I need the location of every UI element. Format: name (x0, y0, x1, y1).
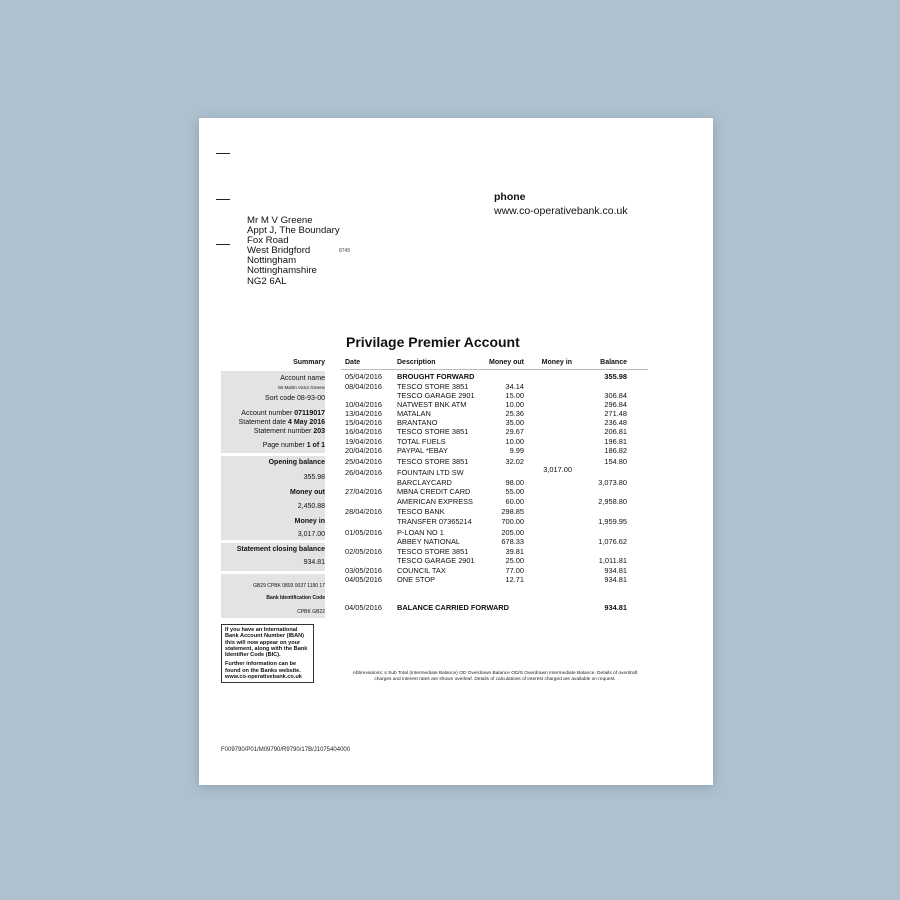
col-header-money-out: Money out (489, 359, 524, 366)
row-money-in: 3,017.00 (543, 465, 572, 474)
row-money-out: 32.02 (505, 457, 524, 466)
fold-mark (216, 199, 230, 200)
row-money-out: 39.81 (505, 547, 524, 556)
row-description: AMERICAN EXPRESS (397, 497, 473, 506)
row-balance: 236.48 (604, 418, 627, 427)
account-name-label: Account name (280, 375, 325, 382)
row-money-out: 12.71 (505, 575, 524, 584)
row-description: BARCLAYCARD (397, 478, 452, 487)
row-balance: 934.81 (604, 566, 627, 575)
iban-notice-text: If you have an International Bank Account Number (IBAN) this will now appear on your statement, along with the Bank Identifier Code (BIC). (225, 627, 308, 659)
row-balance: 1,011.81 (598, 556, 627, 565)
row-money-out: 98.00 (505, 478, 524, 487)
row-date: 03/05/2016 (345, 566, 382, 575)
row-money-out: 678.33 (501, 537, 524, 546)
row-description: MBNA CREDIT CARD (397, 487, 471, 496)
summary-account-details (221, 371, 325, 453)
bic-value: CPBK GB22 (297, 609, 325, 615)
row-balance: 3,073.80 (598, 478, 627, 487)
opening-balance-label: Opening balance (268, 459, 325, 466)
row-money-out: 35.00 (505, 418, 524, 427)
row-date: 05/04/2016 (345, 372, 382, 381)
address-line: West Bridgford (247, 245, 311, 257)
row-description: TESCO GARAGE 2901 (397, 391, 475, 400)
col-header-description: Description (397, 359, 436, 366)
row-date: 01/05/2016 (345, 528, 382, 537)
row-date: 20/04/2016 (345, 446, 382, 455)
closing-balance-value: 934.81 (303, 559, 325, 566)
row-date: 15/04/2016 (345, 418, 382, 427)
col-header-money-in: Money in (541, 359, 572, 366)
row-description: PAYPAL *EBAY (397, 446, 448, 455)
row-balance: 154.80 (604, 457, 627, 466)
row-description: BRANTANO (397, 418, 438, 427)
opening-balance-value: 355.98 (303, 474, 325, 481)
row-balance: 1,076.62 (598, 537, 627, 546)
phone-label: phone (494, 191, 526, 203)
bank-website[interactable]: www.co-operativebank.co.uk (494, 205, 628, 217)
address-line: Nottingham (247, 255, 297, 267)
row-date: 28/04/2016 (345, 507, 382, 516)
row-money-out: 77.00 (505, 566, 524, 575)
row-date: 13/04/2016 (345, 409, 382, 418)
address-line: Fox Road (247, 235, 289, 247)
account-title: Privilage Premier Account (346, 334, 520, 350)
row-money-out: 15.00 (505, 391, 524, 400)
fold-mark (216, 244, 230, 245)
row-money-out: 34.14 (505, 382, 524, 391)
row-description: COUNCIL TAX (397, 566, 446, 575)
row-money-out: 298.85 (501, 507, 524, 516)
row-description: NATWEST BNK ATM (397, 400, 467, 409)
recipient-address (247, 216, 340, 287)
row-description: TESCO STORE 3851 (397, 547, 469, 556)
money-out-label: Money out (290, 489, 325, 496)
row-balance: 296.84 (604, 400, 627, 409)
row-date: 26/04/2016 (345, 468, 382, 477)
address-code: 8745 (339, 248, 351, 254)
statement-number: Statement number 203 (253, 428, 325, 435)
row-description: FOUNTAIN LTD SW (397, 468, 464, 477)
closing-balance-label: Statement closing balance (236, 546, 325, 553)
bic-label: Bank Identification Code (266, 595, 325, 601)
summary-balances (221, 456, 325, 540)
header-divider (341, 369, 648, 370)
summary-heading: Summary (293, 359, 325, 366)
address-line: NG2 6AL (247, 275, 287, 287)
row-date: 25/04/2016 (345, 457, 382, 466)
money-out-value: 2,450.88 (297, 503, 325, 510)
summary-iban (221, 574, 325, 618)
row-date: 16/04/2016 (345, 427, 382, 436)
row-balance: 934.81 (604, 603, 627, 612)
row-description: TRANSFER 07365214 (397, 517, 472, 526)
sort-code: Sort code 08-93-00 (265, 395, 325, 402)
row-description: TESCO STORE 3851 (397, 457, 469, 466)
row-description: P-LOAN NO 1 (397, 528, 444, 537)
row-date: 19/04/2016 (345, 437, 382, 446)
row-description: TESCO BANK (397, 507, 445, 516)
footer-reference: F009790/P01/M09790/R9790/17B/J1075404000 (221, 747, 351, 753)
account-number: Account number 07119017 (241, 410, 325, 417)
row-money-out: 10.00 (505, 400, 524, 409)
row-date: 02/05/2016 (345, 547, 382, 556)
row-description: ONE STOP (397, 575, 436, 584)
row-balance: 1,959.95 (598, 517, 627, 526)
row-date: 27/04/2016 (345, 487, 382, 496)
row-date: 10/04/2016 (345, 400, 382, 409)
address-line: Mr M V Greene (247, 215, 313, 226)
statement-page (199, 118, 713, 785)
row-money-out: 25.00 (505, 556, 524, 565)
row-description: ABBEY NATIONAL (397, 537, 460, 546)
col-header-date: Date (345, 359, 361, 366)
row-balance: 355.98 (604, 372, 627, 381)
col-header-balance: Balance (600, 359, 627, 366)
row-money-out: 25.36 (505, 409, 524, 418)
row-balance: 196.81 (604, 437, 627, 446)
row-description: TESCO GARAGE 2901 (397, 556, 475, 565)
fold-mark (216, 153, 230, 154)
row-description: TESCO STORE 3851 (397, 427, 469, 436)
iban-value: GB29 CPBK 0893 0037 1190 17 (253, 583, 325, 589)
iban-notice (221, 624, 314, 683)
row-description: BROUGHT FORWARD (397, 372, 475, 381)
row-date: 08/04/2016 (345, 382, 382, 391)
row-description: MATALAN (397, 409, 431, 418)
row-money-out: 55.00 (505, 487, 524, 496)
row-balance: 934.81 (604, 575, 627, 584)
row-money-out: 10.00 (505, 437, 524, 446)
row-date: 04/05/2016 (345, 603, 382, 612)
abbreviations-note: Abbreviations: s Sub Total (Intermediate Balance) OD Overdrawn Balance OD/S Overdrawn Intermediate Balance. Details of overdraft charges and interest rates are shown overleaf. Details of calculations of interest charged are available on request. (352, 671, 638, 683)
row-description: TESCO STORE 3851 (397, 382, 469, 391)
address-line: Appt J, The Boundary (247, 225, 340, 237)
row-date: 04/05/2016 (345, 575, 382, 584)
row-description: TOTAL FUELS (397, 437, 446, 446)
iban-notice-more: Further information can be found on the Banks website. www.co-operativebank.co.uk (225, 661, 302, 681)
row-money-out: 205.00 (501, 528, 524, 537)
page-number: Page number 1 of 1 (262, 442, 325, 449)
row-money-out: 29.67 (505, 427, 524, 436)
row-balance: 271.48 (604, 409, 627, 418)
address-line: Nottinghamshire (247, 265, 317, 277)
row-balance: 2,958.80 (598, 497, 627, 506)
money-in-value: 3,017.00 (297, 531, 325, 538)
row-balance: 186.82 (604, 446, 627, 455)
row-money-out: 9.99 (509, 446, 524, 455)
money-in-label: Money in (294, 518, 325, 525)
account-name-value: Mr Martin Victor Greene (278, 385, 325, 390)
row-balance: 306.84 (604, 391, 627, 400)
statement-date: Statement date 4 May 2016 (238, 419, 325, 426)
row-balance: 206.81 (604, 427, 627, 436)
row-description: BALANCE CARRIED FORWARD (397, 603, 509, 612)
summary-closing (221, 543, 325, 571)
row-money-out: 700.00 (501, 517, 524, 526)
row-money-out: 60.00 (505, 497, 524, 506)
